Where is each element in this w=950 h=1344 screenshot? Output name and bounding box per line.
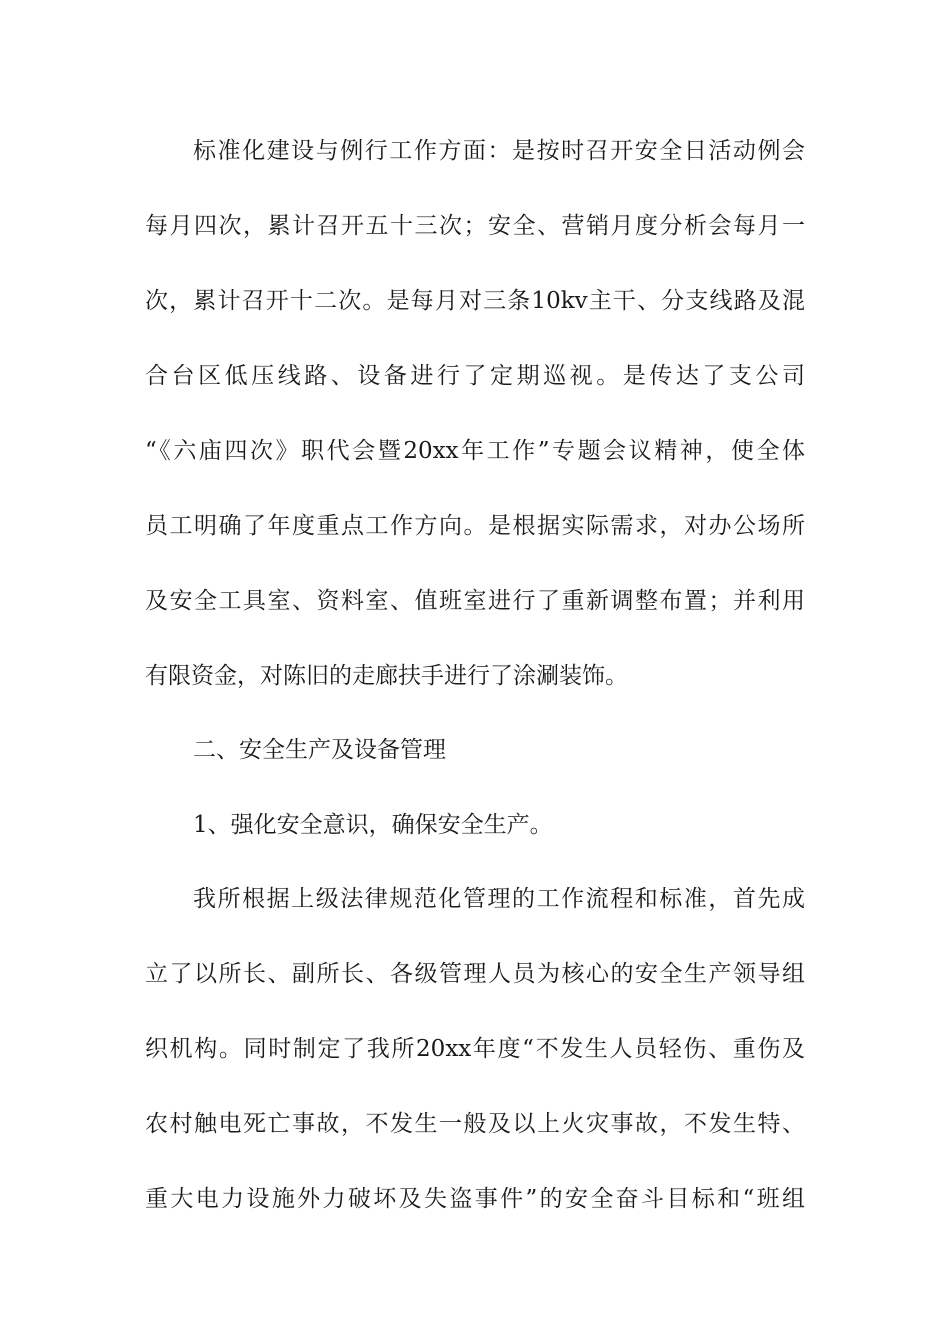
paragraph-line: 重大电力设施外力破坏及失盗事件”的安全奋斗目标和“班组 bbox=[145, 1186, 805, 1212]
paragraph-line: 我所根据上级法律规范化管理的工作流程和标准，首先成 bbox=[193, 886, 805, 912]
paragraph-line: 织机构。同时制定了我所20xx年度“不发生人员轻伤、重伤及 bbox=[145, 1036, 805, 1062]
paragraph-line: 农村触电死亡事故，不发生一般及以上火灾事故，不发生特、 bbox=[145, 1111, 805, 1137]
paragraph-line: 标准化建设与例行工作方面：是按时召开安全日活动例会 bbox=[193, 138, 805, 164]
section-heading: 二、安全生产及设备管理 bbox=[193, 737, 446, 763]
paragraph-line: 员工明确了年度重点工作方向。是根据实际需求，对办公场所 bbox=[145, 513, 805, 539]
paragraph-line: 有限资金，对陈旧的走廊扶手进行了涂涮装饰。 bbox=[145, 663, 628, 689]
paragraph-line: 合台区低压线路、设备进行了定期巡视。是传达了支公司 bbox=[145, 363, 805, 389]
paragraph-line: 立了以所长、副所长、各级管理人员为核心的安全生产领导组 bbox=[145, 961, 805, 987]
subsection-heading: 1、强化安全意识，确保安全生产。 bbox=[193, 812, 553, 838]
paragraph-line: “《六庙四次》职代会暨20xx年工作”专题会议精神，使全体 bbox=[145, 438, 805, 464]
paragraph-line: 及安全工具室、资料室、值班室进行了重新调整布置；并利用 bbox=[145, 588, 805, 614]
paragraph-line: 每月四次，累计召开五十三次；安全、营销月度分析会每月一 bbox=[145, 213, 805, 239]
paragraph-line: 次，累计召开十二次。是每月对三条10kv主干、分支线路及混 bbox=[145, 288, 805, 314]
